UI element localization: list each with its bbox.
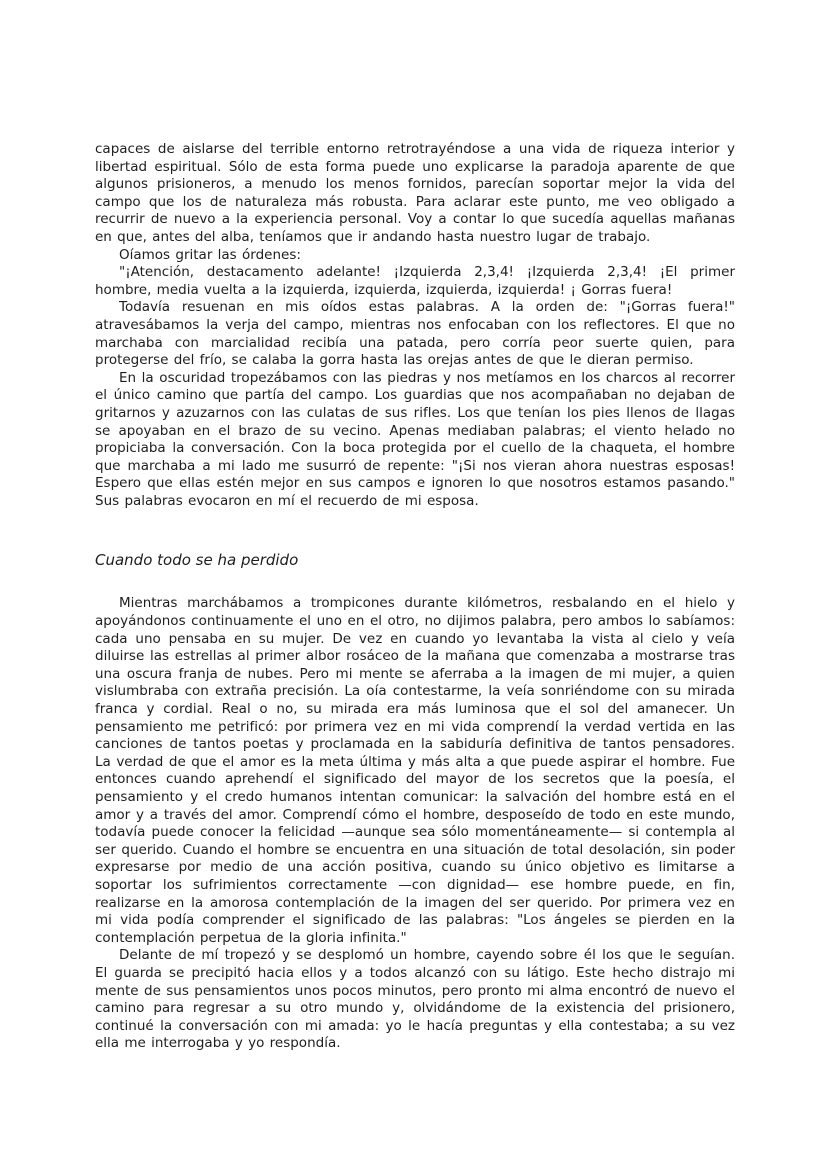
paragraph: "¡Atención, destacamento adelante! ¡Izquierda 2,3,4! ¡Izquierda 2,3,4! ¡El primer hombre, media vuelta a la izquierda, izquierda, izquierda, izquierda! ¡ Gorras fuera! [95, 264, 735, 298]
paragraph: Delante de mí tropezó y se desplomó un hombre, cayendo sobre él los que le seguían. El guarda se precipitó hacia ellos y a todos alcanzó con su látigo. Este hecho distrajo mi mente de sus pensamientos unos pocos minutos, pero pronto mi alma encontró de nuevo el camino para regresar a su otro mundo y, olvidándome de la existencia del prisionero, continué la conversación con mi amada: yo le hacía preguntas y ella contestaba; a su vez ella me interrogaba y yo respondía. [95, 947, 735, 1052]
paragraph: capaces de aislarse del terrible entorno retrotrayéndose a una vida de riqueza interior y libertad espiritual. Sólo de esta forma puede uno explicarse la paradoja aparente de que algunos prisioneros, a menudo los menos fornidos, parecían soportar mejor la vida del campo que los de naturaleza más robusta. Para aclarar este punto, me veo obligado a recurrir de nuevo a la experiencia personal. Voy a contar lo que sucedía aquellas mañanas en que, antes del alba, teníamos que ir andando hasta nuestro lugar de trabajo. [95, 141, 735, 245]
body-text-upper [95, 141, 735, 510]
body-text-lower [95, 595, 735, 1052]
paragraph: En la oscuridad tropezábamos con las piedras y nos metíamos en los charcos al recorrer el único camino que partía del campo. Los guardias que nos acompañaban no dejaban de gritarnos y azuzarnos con las culatas de sus rifles. Los que tenían los pies llenos de llagas se apoyaban en el brazo de su vecino. Apenas mediaban palabras; el viento helado no propiciaba la conversación. Con la boca protegida por el cuello de la chaqueta, el hombre que marchaba a mi lado me susurró de repente: "¡Si nos vieran ahora nuestras esposas! Espero que ellas estén mejor en sus campos e ignoren lo que nosotros estamos pasando." Sus palabras evocaron en mí el recuerdo de mi esposa. [95, 369, 735, 509]
paragraph: Mientras marchábamos a trompicones durante kilómetros, resbalando en el hielo y apoyándonos continuamente el uno en el otro, no dijimos palabra, pero ambos lo sabíamos: cada uno pensaba en su mujer. De vez en cuando yo levantaba la vista al cielo y veía diluirse las estrellas al primer albor rosáceo de la mañana que comenzaba a mostrarse tras una oscura franja de nubes. Pero mi mente se aferraba a la imagen de mi mujer, a quien vislumbraba con extraña precisión. La oía contestarme, la veía sonriéndome con su mirada franca y cordial. Real o no, su mirada era más luminosa que el sol del amanecer. Un pensamiento me petrificó: por primera vez en mi vida comprendí la verdad vertida en las canciones de tantos poetas y proclamada en la sabiduría definitiva de tantos pensadores. La verdad de que el amor es la meta última y más alta a que puede aspirar el hombre. Fue entonces cuando aprehendí el significado del mayor de los secretos que la poesía, el pensamiento y el credo humanos intentan comunicar: la salvación del hombre está en el amor y a través del amor. Comprendí cómo el hombre, desposeído de todo en este mundo, todavía puede conocer la felicidad —aunque sea sólo momentáneamente— si contempla al ser querido. Cuando el hombre se encuentra en una situación de total desolación, sin poder expresarse por medio de una acción positiva, cuando su único objetivo es limitarse a soportar los sufrimientos correctamente —con dignidad— ese hombre puede, en fin, realizarse en la amorosa contemplación de la imagen del ser querido. Por primera vez en mi vida podía comprender el significado de las palabras: "Los ángeles se pierden en la contemplación perpetua de la gloria infinita." [95, 595, 735, 946]
paragraph: Oíamos gritar las órdenes: [119, 246, 301, 263]
section-heading: Cuando todo se ha perdido [95, 551, 299, 570]
paragraph: Todavía resuenan en mis oídos estas palabras. A la orden de: "¡Gorras fuera!" atravesábamos la verja del campo, mientras nos enfocaban con los reflectores. El que no marchaba con marcialidad recibía una patada, pero corría peor suerte quien, para protegerse del frío, se calaba la gorra hasta las orejas antes de que le dieran permiso. [95, 299, 735, 369]
